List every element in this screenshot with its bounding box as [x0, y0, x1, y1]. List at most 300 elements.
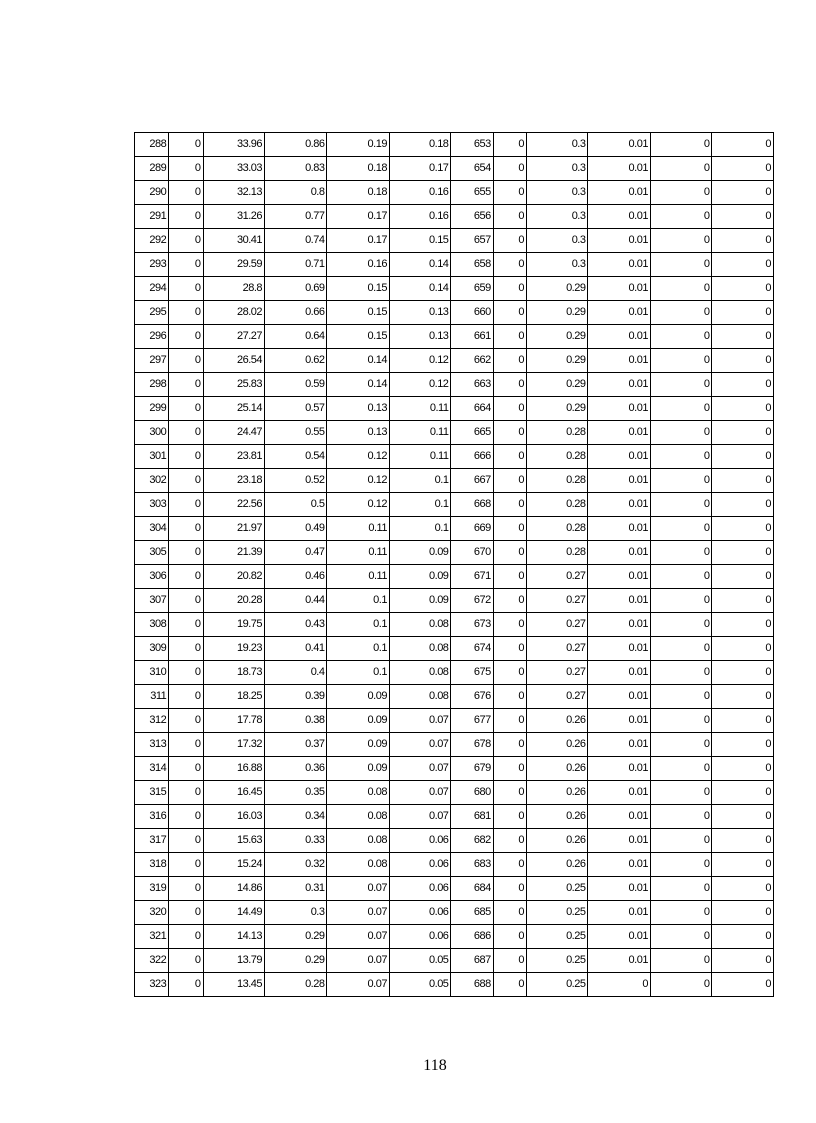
table-cell: 0 — [493, 853, 526, 877]
table-cell: 0.07 — [389, 757, 450, 781]
table-cell: 0.18 — [327, 181, 389, 205]
table-cell: 674 — [451, 637, 493, 661]
table-cell: 25.14 — [203, 397, 264, 421]
table-cell: 0.25 — [527, 901, 588, 925]
table-cell: 313 — [135, 733, 169, 757]
table-cell: 0.01 — [588, 421, 650, 445]
table-cell: 0.01 — [588, 493, 650, 517]
table-cell: 0 — [169, 853, 203, 877]
table-cell: 0 — [169, 733, 203, 757]
table-cell: 319 — [135, 877, 169, 901]
table-cell: 0 — [712, 733, 774, 757]
table-cell: 0 — [493, 805, 526, 829]
table-cell: 0 — [493, 733, 526, 757]
table-cell: 0.5 — [265, 493, 327, 517]
table-row — [135, 877, 774, 901]
table-cell: 0.01 — [588, 541, 650, 565]
table-cell: 0 — [650, 877, 711, 901]
table-cell: 0 — [712, 469, 774, 493]
table-cell: 0.3 — [527, 181, 588, 205]
table-cell: 294 — [135, 277, 169, 301]
table-row — [135, 421, 774, 445]
table-cell: 0 — [712, 661, 774, 685]
table-cell: 0 — [712, 973, 774, 997]
table-cell: 0 — [493, 421, 526, 445]
table-cell: 0.3 — [527, 229, 588, 253]
table-cell: 0 — [169, 925, 203, 949]
table-cell: 0.3 — [527, 133, 588, 157]
table-cell: 0.27 — [527, 685, 588, 709]
table-cell: 0 — [493, 301, 526, 325]
table-cell: 0 — [493, 517, 526, 541]
table-cell: 0.3 — [527, 253, 588, 277]
table-cell: 0.46 — [265, 565, 327, 589]
table-cell: 28.8 — [203, 277, 264, 301]
table-row — [135, 565, 774, 589]
table-cell: 314 — [135, 757, 169, 781]
table-cell: 0.07 — [389, 781, 450, 805]
table-cell: 0.12 — [327, 469, 389, 493]
table-cell: 0.1 — [327, 661, 389, 685]
table-cell: 0.26 — [527, 829, 588, 853]
table-cell: 0 — [712, 397, 774, 421]
table-cell: 0.27 — [527, 637, 588, 661]
table-cell: 0.07 — [327, 901, 389, 925]
table-cell: 653 — [451, 133, 493, 157]
table-cell: 0.01 — [588, 325, 650, 349]
table-cell: 0.1 — [327, 589, 389, 613]
table-cell: 0 — [650, 733, 711, 757]
table-cell: 21.97 — [203, 517, 264, 541]
table-cell: 0.3 — [527, 157, 588, 181]
table-cell: 0 — [169, 301, 203, 325]
table-cell: 0 — [169, 205, 203, 229]
table-cell: 0.08 — [327, 853, 389, 877]
table-cell: 0.26 — [527, 781, 588, 805]
table-cell: 0.11 — [327, 517, 389, 541]
table-cell: 0 — [650, 805, 711, 829]
table-cell: 0 — [493, 781, 526, 805]
table-cell: 301 — [135, 445, 169, 469]
table-cell: 0 — [650, 541, 711, 565]
table-cell: 686 — [451, 925, 493, 949]
table-cell: 0.27 — [527, 589, 588, 613]
table-cell: 0.29 — [527, 349, 588, 373]
table-cell: 0 — [712, 637, 774, 661]
table-cell: 0.86 — [265, 133, 327, 157]
table-row — [135, 325, 774, 349]
table-cell: 664 — [451, 397, 493, 421]
table-cell: 0 — [493, 901, 526, 925]
table-cell: 0.16 — [327, 253, 389, 277]
table-cell: 0 — [650, 757, 711, 781]
table-row — [135, 829, 774, 853]
table-cell: 0 — [493, 757, 526, 781]
table-cell: 0.11 — [327, 565, 389, 589]
table-cell: 0.12 — [389, 349, 450, 373]
table-cell: 0 — [712, 349, 774, 373]
table-cell: 0 — [169, 877, 203, 901]
table-cell: 0.77 — [265, 205, 327, 229]
table-cell: 297 — [135, 349, 169, 373]
table-cell: 667 — [451, 469, 493, 493]
table-cell: 0 — [650, 829, 711, 853]
table-cell: 27.27 — [203, 325, 264, 349]
table-cell: 0.11 — [389, 397, 450, 421]
table-cell: 308 — [135, 613, 169, 637]
table-cell: 0.28 — [527, 541, 588, 565]
table-cell: 0.44 — [265, 589, 327, 613]
table-cell: 0.29 — [527, 373, 588, 397]
table-cell: 0.01 — [588, 925, 650, 949]
table-cell: 0 — [712, 181, 774, 205]
table-cell: 0 — [493, 877, 526, 901]
table-cell: 0.25 — [527, 949, 588, 973]
table-cell: 0.08 — [389, 613, 450, 637]
table-cell: 0 — [169, 541, 203, 565]
table-cell: 0.55 — [265, 421, 327, 445]
table-cell: 0 — [650, 493, 711, 517]
table-row — [135, 925, 774, 949]
table-cell: 0.01 — [588, 133, 650, 157]
table-cell: 310 — [135, 661, 169, 685]
table-cell: 0 — [493, 325, 526, 349]
table-cell: 0.01 — [588, 949, 650, 973]
table-cell: 0.17 — [327, 205, 389, 229]
table-cell: 0.3 — [265, 901, 327, 925]
table-cell: 0.13 — [327, 421, 389, 445]
table-cell: 0.09 — [327, 685, 389, 709]
table-cell: 0.01 — [588, 397, 650, 421]
table-row — [135, 757, 774, 781]
table-cell: 671 — [451, 565, 493, 589]
table-row — [135, 373, 774, 397]
table-cell: 0.62 — [265, 349, 327, 373]
table-cell: 0 — [493, 349, 526, 373]
table-cell: 0.64 — [265, 325, 327, 349]
table-row — [135, 469, 774, 493]
table-cell: 0 — [493, 661, 526, 685]
table-cell: 0 — [169, 253, 203, 277]
table-cell: 0.74 — [265, 229, 327, 253]
table-cell: 16.45 — [203, 781, 264, 805]
table-cell: 0.54 — [265, 445, 327, 469]
table-cell: 0 — [712, 901, 774, 925]
table-cell: 0.29 — [265, 949, 327, 973]
table-row — [135, 349, 774, 373]
table-cell: 0 — [712, 877, 774, 901]
table-cell: 14.86 — [203, 877, 264, 901]
table-cell: 654 — [451, 157, 493, 181]
table-cell: 15.63 — [203, 829, 264, 853]
table-cell: 300 — [135, 421, 169, 445]
table-cell: 0 — [712, 277, 774, 301]
table-cell: 0.15 — [327, 277, 389, 301]
table-cell: 16.88 — [203, 757, 264, 781]
table-cell: 0.14 — [389, 253, 450, 277]
table-cell: 0.28 — [527, 517, 588, 541]
table-cell: 0.36 — [265, 757, 327, 781]
table-cell: 317 — [135, 829, 169, 853]
table-cell: 0 — [169, 469, 203, 493]
table-row — [135, 397, 774, 421]
table-cell: 672 — [451, 589, 493, 613]
table-cell: 0.25 — [527, 973, 588, 997]
table-row — [135, 973, 774, 997]
table-cell: 0.08 — [389, 637, 450, 661]
table-cell: 0.28 — [527, 469, 588, 493]
table-cell: 668 — [451, 493, 493, 517]
table-cell: 0.29 — [527, 301, 588, 325]
table-cell: 0.08 — [327, 829, 389, 853]
table-cell: 0.33 — [265, 829, 327, 853]
table-cell: 0.01 — [588, 445, 650, 469]
table-cell: 0 — [712, 373, 774, 397]
table-cell: 299 — [135, 397, 169, 421]
table-cell: 306 — [135, 565, 169, 589]
table-cell: 0.34 — [265, 805, 327, 829]
table-cell: 0 — [169, 157, 203, 181]
table-row — [135, 637, 774, 661]
table-cell: 0.12 — [389, 373, 450, 397]
table-row — [135, 661, 774, 685]
table-cell: 0.31 — [265, 877, 327, 901]
table-cell: 0.39 — [265, 685, 327, 709]
table-cell: 320 — [135, 901, 169, 925]
table-cell: 0 — [169, 229, 203, 253]
table-cell: 680 — [451, 781, 493, 805]
table-cell: 0 — [712, 301, 774, 325]
table-cell: 0.01 — [588, 157, 650, 181]
table-cell: 0.3 — [527, 205, 588, 229]
table-cell: 657 — [451, 229, 493, 253]
table-cell: 0.12 — [327, 445, 389, 469]
table-row — [135, 253, 774, 277]
table-cell: 0 — [712, 565, 774, 589]
table-cell: 0 — [169, 589, 203, 613]
table-row — [135, 853, 774, 877]
table-cell: 665 — [451, 421, 493, 445]
table-cell: 0.05 — [389, 949, 450, 973]
table-cell: 0.01 — [588, 877, 650, 901]
table-cell: 0.1 — [327, 613, 389, 637]
table-cell: 0.18 — [327, 157, 389, 181]
table-row — [135, 733, 774, 757]
table-cell: 288 — [135, 133, 169, 157]
table-row — [135, 781, 774, 805]
table-cell: 0.29 — [527, 397, 588, 421]
table-cell: 0 — [712, 157, 774, 181]
table-row — [135, 589, 774, 613]
table-cell: 0 — [712, 685, 774, 709]
table-cell: 0 — [493, 373, 526, 397]
table-cell: 0 — [712, 421, 774, 445]
table-cell: 0.08 — [327, 781, 389, 805]
table-cell: 0.14 — [389, 277, 450, 301]
table-cell: 0 — [169, 949, 203, 973]
table-cell: 0 — [493, 445, 526, 469]
table-cell: 0.14 — [327, 349, 389, 373]
table-cell: 0 — [650, 709, 711, 733]
table-cell: 0.08 — [327, 805, 389, 829]
table-cell: 0 — [650, 133, 711, 157]
table-cell: 0.01 — [588, 685, 650, 709]
table-cell: 0 — [712, 613, 774, 637]
table-cell: 687 — [451, 949, 493, 973]
table-cell: 0.01 — [588, 709, 650, 733]
table-cell: 33.96 — [203, 133, 264, 157]
table-cell: 0.59 — [265, 373, 327, 397]
table-cell: 0.09 — [327, 733, 389, 757]
table-cell: 0.11 — [389, 421, 450, 445]
table-cell: 315 — [135, 781, 169, 805]
table-cell: 0.01 — [588, 229, 650, 253]
table-cell: 0 — [169, 757, 203, 781]
table-cell: 666 — [451, 445, 493, 469]
table-cell: 16.03 — [203, 805, 264, 829]
table-cell: 0.14 — [327, 373, 389, 397]
table-cell: 0.07 — [327, 949, 389, 973]
table-cell: 0 — [650, 253, 711, 277]
table-cell: 0.25 — [527, 925, 588, 949]
table-cell: 28.02 — [203, 301, 264, 325]
table-cell: 0.71 — [265, 253, 327, 277]
table-cell: 0 — [493, 397, 526, 421]
table-cell: 655 — [451, 181, 493, 205]
table-cell: 0.07 — [389, 709, 450, 733]
table-cell: 0 — [169, 517, 203, 541]
table-cell: 0.13 — [389, 325, 450, 349]
table-cell: 0 — [712, 949, 774, 973]
table-cell: 0 — [493, 181, 526, 205]
table-cell: 309 — [135, 637, 169, 661]
table-cell: 0 — [493, 589, 526, 613]
table-cell: 656 — [451, 205, 493, 229]
table-cell: 17.32 — [203, 733, 264, 757]
table-cell: 292 — [135, 229, 169, 253]
table-cell: 0.01 — [588, 637, 650, 661]
table-cell: 295 — [135, 301, 169, 325]
table-cell: 0 — [712, 757, 774, 781]
table-cell: 0 — [169, 685, 203, 709]
table-cell: 0.07 — [327, 877, 389, 901]
table-cell: 316 — [135, 805, 169, 829]
table-cell: 0 — [169, 613, 203, 637]
table-cell: 0.01 — [588, 373, 650, 397]
table-cell: 677 — [451, 709, 493, 733]
table-row — [135, 157, 774, 181]
table-cell: 0 — [650, 301, 711, 325]
table-cell: 0 — [169, 277, 203, 301]
table-cell: 0.26 — [527, 805, 588, 829]
table-cell: 0.26 — [527, 709, 588, 733]
table-cell: 0.57 — [265, 397, 327, 421]
table-cell: 0 — [650, 661, 711, 685]
table-cell: 659 — [451, 277, 493, 301]
table-cell: 22.56 — [203, 493, 264, 517]
table-cell: 0.01 — [588, 277, 650, 301]
table-cell: 303 — [135, 493, 169, 517]
table-cell: 0 — [493, 973, 526, 997]
table-cell: 20.28 — [203, 589, 264, 613]
table-cell: 0.09 — [327, 757, 389, 781]
table-cell: 0 — [588, 973, 650, 997]
table-cell: 19.75 — [203, 613, 264, 637]
table-cell: 0.38 — [265, 709, 327, 733]
table-cell: 0 — [712, 445, 774, 469]
table-cell: 0 — [650, 589, 711, 613]
table-cell: 0.52 — [265, 469, 327, 493]
table-cell: 0.66 — [265, 301, 327, 325]
table-cell: 291 — [135, 205, 169, 229]
table-cell: 13.45 — [203, 973, 264, 997]
table-cell: 0.1 — [389, 517, 450, 541]
table-row — [135, 949, 774, 973]
table-cell: 0 — [493, 229, 526, 253]
table-cell: 0 — [169, 493, 203, 517]
table-cell: 321 — [135, 925, 169, 949]
table-cell: 305 — [135, 541, 169, 565]
table-cell: 0.11 — [327, 541, 389, 565]
data-table — [134, 132, 774, 997]
table-cell: 663 — [451, 373, 493, 397]
table-cell: 669 — [451, 517, 493, 541]
table-cell: 0.17 — [327, 229, 389, 253]
table-cell: 0 — [712, 709, 774, 733]
table-cell: 298 — [135, 373, 169, 397]
table-cell: 0 — [712, 133, 774, 157]
table-cell: 0.01 — [588, 589, 650, 613]
table-cell: 0.47 — [265, 541, 327, 565]
table-cell: 0.83 — [265, 157, 327, 181]
table-cell: 0 — [650, 469, 711, 493]
table-cell: 0.29 — [527, 325, 588, 349]
table-cell: 13.79 — [203, 949, 264, 973]
table-cell: 673 — [451, 613, 493, 637]
table-cell: 0 — [169, 373, 203, 397]
table-cell: 33.03 — [203, 157, 264, 181]
table-cell: 0.01 — [588, 733, 650, 757]
table-cell: 0.32 — [265, 853, 327, 877]
table-cell: 0 — [169, 565, 203, 589]
table-cell: 322 — [135, 949, 169, 973]
table-cell: 0.12 — [327, 493, 389, 517]
table-cell: 0 — [650, 853, 711, 877]
table-cell: 685 — [451, 901, 493, 925]
table-cell: 0 — [650, 781, 711, 805]
table-cell: 29.59 — [203, 253, 264, 277]
table-cell: 662 — [451, 349, 493, 373]
table-cell: 0.05 — [389, 973, 450, 997]
table-cell: 302 — [135, 469, 169, 493]
table-cell: 0 — [650, 517, 711, 541]
table-cell: 0 — [169, 805, 203, 829]
table-cell: 0.4 — [265, 661, 327, 685]
table-cell: 0.01 — [588, 757, 650, 781]
table-cell: 679 — [451, 757, 493, 781]
table-cell: 0 — [712, 829, 774, 853]
table-cell: 0.01 — [588, 805, 650, 829]
table-cell: 15.24 — [203, 853, 264, 877]
table-cell: 17.78 — [203, 709, 264, 733]
table-cell: 0 — [650, 925, 711, 949]
table-cell: 0.01 — [588, 829, 650, 853]
table-cell: 0 — [169, 637, 203, 661]
table-cell: 290 — [135, 181, 169, 205]
table-cell: 0 — [493, 565, 526, 589]
table-cell: 0 — [493, 541, 526, 565]
table-cell: 0 — [712, 229, 774, 253]
